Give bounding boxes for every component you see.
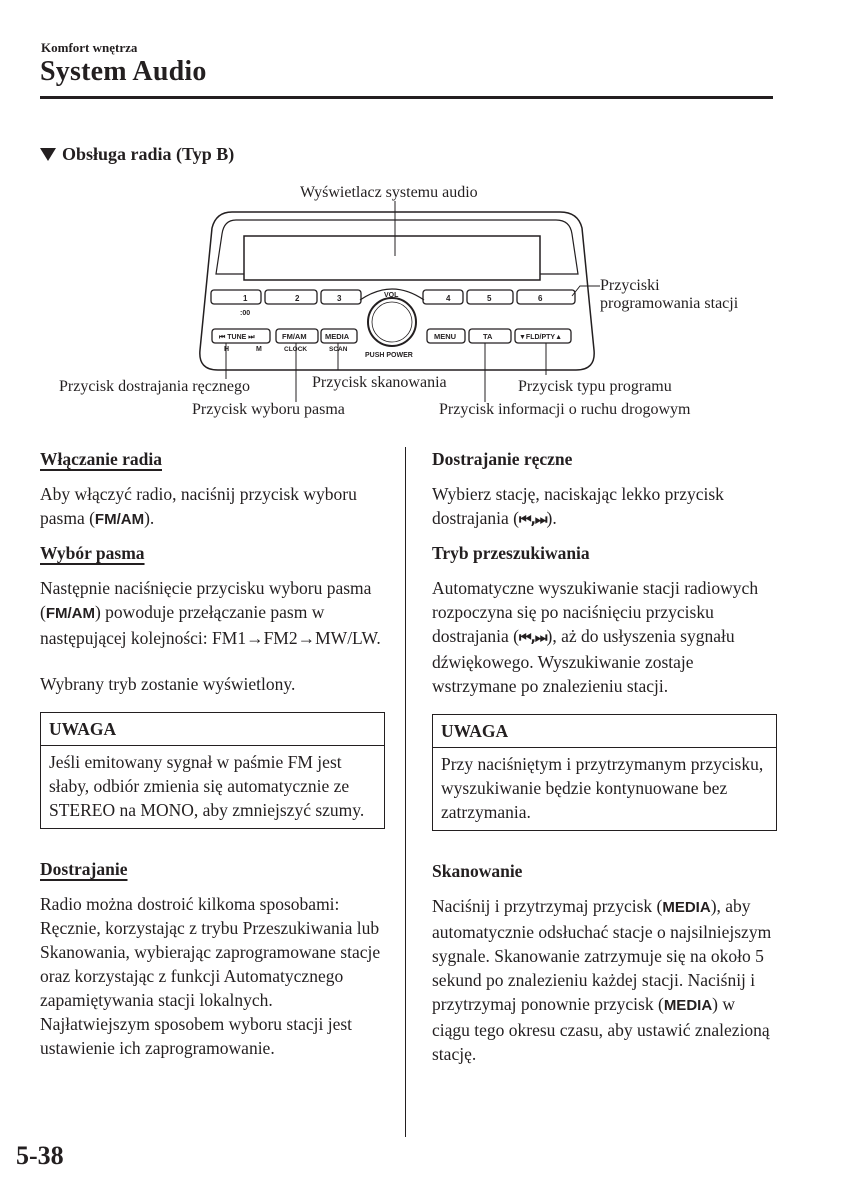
note-box-right: [432, 714, 777, 831]
preset-1-label: 1: [243, 294, 248, 303]
note-title: UWAGA: [433, 715, 776, 748]
clock-label: CLOCK: [284, 346, 308, 353]
display-screen: [244, 236, 540, 280]
program-type-callout: Przycisk typu programu: [518, 378, 672, 395]
scan-label: SCAN: [329, 346, 348, 353]
text-segment: ).: [546, 508, 557, 528]
text-segment: Następnie naciśnięcie przycisku wyboru pasma (: [40, 578, 372, 622]
note-body: Przy naciśniętym i przytrzymanym przycisku, wyszukiwanie będzie kontynuowane bez zatrzymania.: [441, 754, 764, 822]
text-segment: ), aż do usłyszenia sygnału dźwiękowego. Wyszukiwanie zostaje wstrzymane po znalezieniu stacji.: [432, 626, 735, 696]
key-media: MEDIA: [662, 899, 711, 916]
heading-scanning: Skanowanie: [432, 861, 523, 881]
tune-label: ⏮ TUNE ⏭: [219, 334, 255, 341]
subheading: [40, 144, 234, 165]
text-segment: Aby włączyć radio, naciśnij przycisk wyboru pasma (: [40, 484, 357, 528]
sub-00-label: :00: [240, 310, 251, 317]
tune-m-label: M: [256, 346, 262, 353]
paragraph-mode-shown: Wybrany tryb zostanie wyświetlony.: [40, 674, 296, 694]
preset-6-label: 6: [538, 294, 543, 303]
page-title: System Audio: [40, 56, 207, 87]
traffic-callout: Przycisk informacji o ruchu drogowym: [439, 401, 691, 418]
heading-manual-tuning: Dostrajanie ręczne: [432, 449, 573, 469]
preset-4-label: 4: [446, 294, 451, 303]
text-segment: ) powoduje przełączanie pasm w następującej kolejności: FM1→FM2→MW/LW.: [40, 602, 381, 648]
page-number: 5-38: [16, 1141, 64, 1170]
preset-2-label: 2: [295, 294, 300, 303]
display-callout: Wyświetlacz systemu audio: [300, 184, 478, 201]
text-segment: Naciśnij i przytrzymaj przycisk (: [432, 896, 663, 916]
scan-callout: Przycisk skanowania: [312, 374, 447, 391]
preset-3-label: 3: [337, 294, 342, 303]
note-box-left: [40, 712, 385, 829]
heading-tuning: Dostrajanie: [40, 859, 128, 879]
media-label: MEDIA: [325, 332, 350, 341]
paragraph-scanning: [432, 894, 777, 1066]
title-rule: [40, 96, 773, 99]
seek-keys-icon: ⏮,⏭: [518, 512, 547, 528]
manual-tune-callout: Przycisk dostrajania ręcznego: [59, 378, 251, 395]
triangle-marker-icon: [40, 148, 56, 161]
note-body: Jeśli emitowany sygnał w paśmie FM jest słaby, odbiór zmienia się automatycznie ze STEREO na MONO, aby zmniejszyć szumy.: [49, 752, 365, 820]
band-callout: Przycisk wyboru pasma: [192, 401, 345, 418]
section-name: Komfort wnętrza: [41, 40, 138, 55]
preset-callout-line2: programowania stacji: [600, 295, 739, 312]
text-segment: ) w ciągu tego okresu czasu, aby ustawić znalezioną stację.: [432, 994, 770, 1064]
subheading-text: Obsługa radia (Typ B): [62, 144, 235, 164]
vol-label: VOL: [384, 292, 399, 299]
key-media: MEDIA: [663, 997, 713, 1014]
menu-label: MENU: [434, 332, 457, 341]
text-segment: ).: [144, 508, 155, 528]
paragraph-radio-on: [40, 482, 385, 532]
paragraph-tuning: Radio można dostroić kilkoma sposobami: Ręcznie, korzystając z trybu Przeszukiwania lub Skanowania, wybierając zaprogramowane stacje oraz korzystając z funkcji Automatycznego zapamiętywania stacji lokalnych. Najłatwiejszym sposobem wyboru stacji jest ustawienie ich zaprogramowanie.: [40, 894, 381, 1058]
heading-radio-on: Włączanie radia: [40, 449, 162, 469]
ta-label: TA: [483, 332, 493, 341]
audio-unit-figure: [0, 170, 847, 430]
key-fm-am: FM/AM: [94, 511, 145, 528]
paragraph-band-select: [40, 576, 385, 650]
paragraph-seek-mode: [432, 576, 777, 698]
heading-seek-mode: Tryb przeszukiwania: [432, 543, 590, 563]
column-divider: [405, 447, 406, 1137]
right-column: [432, 447, 777, 1066]
note-title: UWAGA: [41, 713, 384, 746]
fm-am-label: FM/AM: [282, 332, 307, 341]
fld-pty-label: ▼FLD/PTY▲: [519, 334, 563, 341]
text-segment: Wybierz stację, naciskając lekko przycisk dostrajania (: [432, 484, 724, 528]
paragraph-manual-tuning: [432, 482, 777, 532]
preset-callout-line1: Przyciski: [600, 277, 660, 294]
text-segment: ), aby automatycznie odsłuchać stacje o najsilniejszym sygnale. Skanowanie zatrzymuje się na około 5 sekund po znalezieniu każdej stacji. Naciśnij i przytrzymaj ponownie przycisk (: [432, 896, 772, 1014]
volume-knob: [368, 298, 416, 346]
left-column: [40, 447, 385, 1060]
preset-5-label: 5: [487, 294, 492, 303]
tune-h-label: H: [224, 346, 230, 353]
push-power-label: PUSH POWER: [365, 352, 413, 359]
heading-band-select: Wybór pasma: [40, 543, 145, 563]
seek-keys-icon: ⏮,⏭: [518, 630, 547, 646]
text-segment: Automatyczne wyszukiwanie stacji radiowych rozpoczyna się po naciśnięciu przycisku dostrajania (: [432, 578, 759, 646]
key-fm-am: FM/AM: [45, 605, 95, 622]
